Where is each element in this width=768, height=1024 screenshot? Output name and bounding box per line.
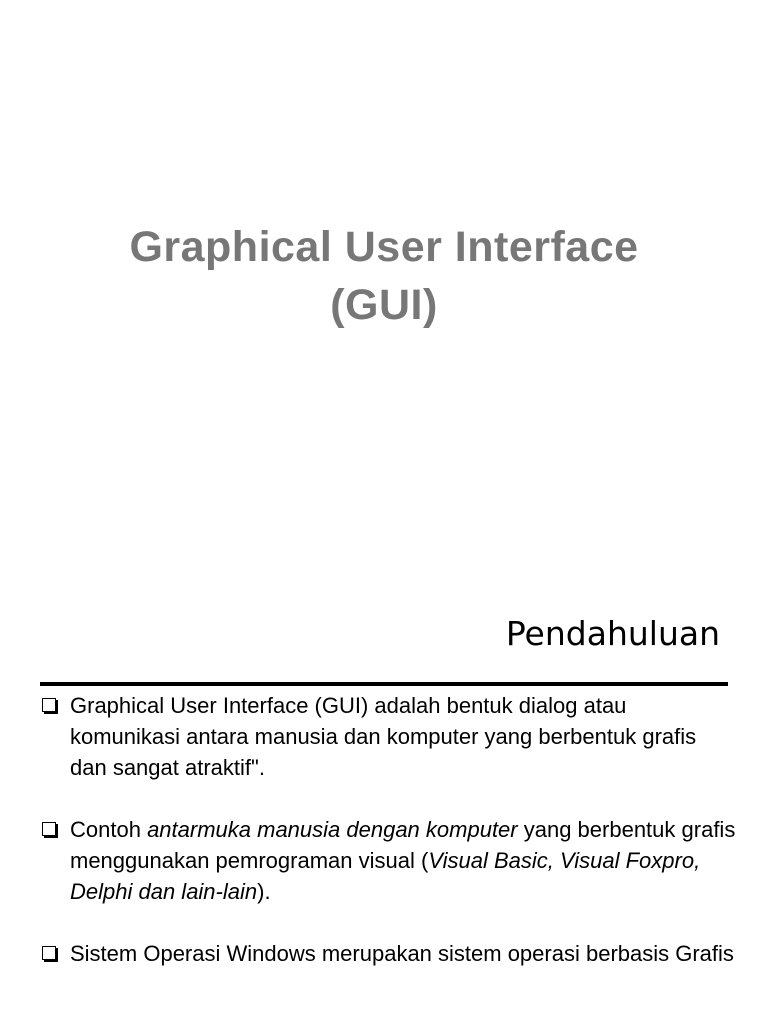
bullet-text-part: ). xyxy=(257,879,271,904)
bullet-text: Sistem Operasi Windows merupakan sistem operasi berbasis Grafis xyxy=(70,941,734,966)
title-line-1: Graphical User Interface xyxy=(129,223,639,271)
slide-pendahuluan xyxy=(0,576,768,1024)
title-line-2: (GUI) xyxy=(330,281,438,329)
checkbox-square-icon xyxy=(42,698,56,712)
bullet-text-part: Contoh xyxy=(70,817,148,842)
bullet-text-part: yang berbentuk grafis menggunakan pemrograman visual ( xyxy=(70,817,736,873)
bullet-text-italic: antarmuka manusia dengan komputer xyxy=(147,817,518,842)
checkbox-square-icon xyxy=(42,822,56,836)
heading-divider xyxy=(40,682,728,686)
list-item xyxy=(40,814,736,907)
bullet-text: Graphical User Interface (GUI) adalah bentuk dialog atau komunikasi antara manusia dan komputer yang berbentuk grafis dan sangat atraktif". xyxy=(70,693,697,780)
presentation-title xyxy=(0,218,768,334)
checkbox-square-icon xyxy=(42,946,56,960)
bullet-list xyxy=(40,690,736,1000)
list-item xyxy=(40,690,736,783)
bullet-text-italic: Visual Basic, Visual Foxpro, Delphi dan lain-lain xyxy=(70,848,701,904)
list-item xyxy=(40,938,736,969)
section-heading: Pendahuluan xyxy=(505,614,720,653)
